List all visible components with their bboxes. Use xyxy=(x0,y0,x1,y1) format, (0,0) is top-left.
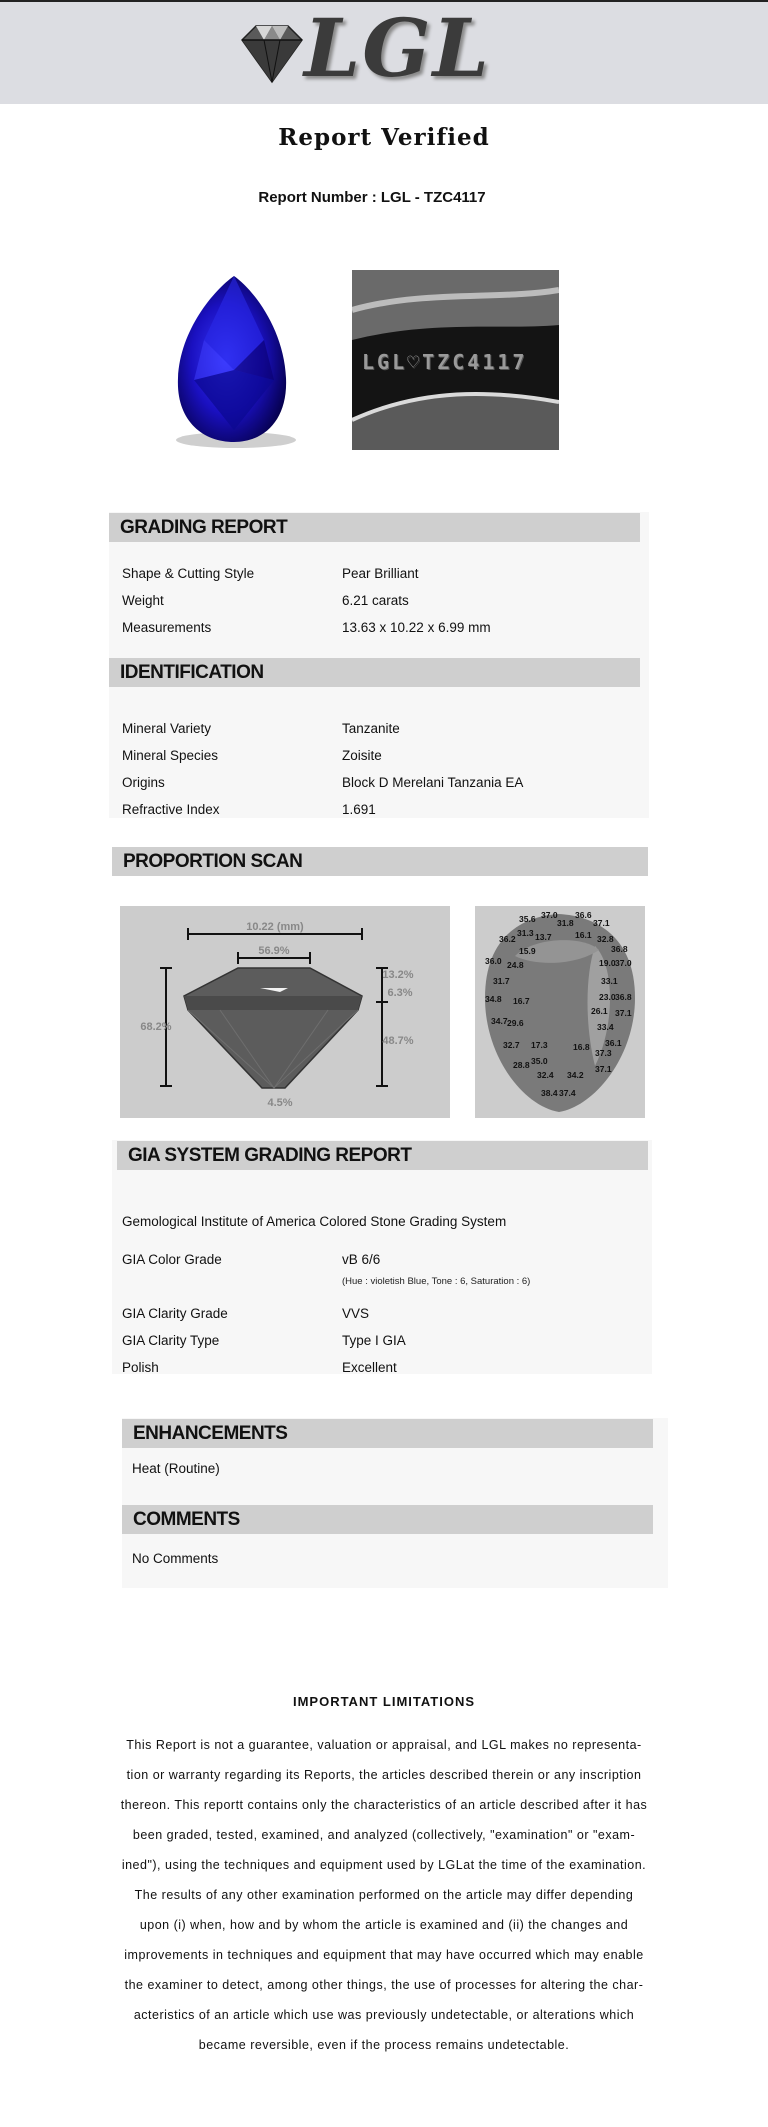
row-value: 13.63 x 10.22 x 6.99 mm xyxy=(342,620,491,635)
limitations-line: improvements in techniques and equipment that may have occurred which may enable xyxy=(124,1948,644,1962)
limitations-line: ined"), using the techniques and equipment used by LGLat the time of the examination. xyxy=(121,1858,647,1872)
row-value: Block D Merelani Tanzania EA xyxy=(342,775,524,790)
top-view-measurement: 36.8 xyxy=(611,944,628,954)
page-title: Report Verified xyxy=(278,124,490,151)
gia-intro: Gemological Institute of America Colored Stone Grading System xyxy=(122,1214,507,1229)
top-view-measurement: 28.8 xyxy=(513,1060,530,1070)
limitations-line: upon (i) when, how and by whom the article is examined and (ii) the changes and xyxy=(139,1918,629,1932)
pavilion-depth-label: 48.7% xyxy=(382,1035,414,1047)
limitations-line: thereon. This reportt contains only the characteristics of an article described after it has xyxy=(120,1798,648,1812)
report-number: Report Number : LGL - TZC4117 xyxy=(258,189,486,206)
limitations-line: became reversible, even if the process remains undetectable. xyxy=(198,2038,570,2052)
crown-height-label: 13.2% xyxy=(382,969,414,981)
lgl-logo[interactable] xyxy=(232,1,492,95)
width-label: 10.22 (mm) xyxy=(246,921,304,933)
top-view-measurement: 31.3 xyxy=(517,928,534,938)
limitations-line: the examiner to detect, among other things, the use of processes for altering the char- xyxy=(124,1978,644,1992)
top-view-measurement: 16.7 xyxy=(513,996,530,1006)
top-view-measurement: 17.3 xyxy=(531,1040,548,1050)
top-view-measurement: 26.1 xyxy=(591,1006,608,1016)
top-view-measurement: 36.0 xyxy=(485,956,502,966)
depth-pct-label: 68.2% xyxy=(140,1021,172,1033)
top-view-measurement: 37.0 xyxy=(541,910,558,920)
top-view-measurement: 32.4 xyxy=(537,1070,554,1080)
top-view-measurement: 38.4 xyxy=(541,1088,558,1098)
row-value: Zoisite xyxy=(342,748,382,763)
inscription-photo xyxy=(352,270,559,450)
limitations-line: tion or warranty regarding its Reports, the articles described therein or any inscription xyxy=(126,1768,642,1782)
top-view-measurement: 19.0 xyxy=(599,958,616,968)
top-view-diagram xyxy=(475,906,645,1118)
top-view-measurement: 16.8 xyxy=(573,1042,590,1052)
row-value: Pear Brilliant xyxy=(342,566,419,581)
top-view-measurement: 37.0 xyxy=(615,958,632,968)
row-label: Refractive Index xyxy=(122,802,220,817)
top-view-measurement: 29.6 xyxy=(507,1018,524,1028)
top-view-measurement: 31.7 xyxy=(493,976,510,986)
comments-heading: COMMENTS xyxy=(122,1505,653,1534)
top-view-measurement: 23.0 xyxy=(599,992,616,1002)
row-label: Weight xyxy=(122,593,164,608)
limitations-line: The results of any other examination performed on the article may differ depending xyxy=(134,1888,634,1902)
limitations-line: been graded, tested, examined, and analyzed (collectively, "examination" or "exam- xyxy=(132,1828,636,1842)
top-view-measurement: 16.1 xyxy=(575,930,592,940)
girdle-label: 4.5% xyxy=(267,1097,293,1109)
row-label: GIA Color Grade xyxy=(122,1252,222,1267)
row-label: Mineral Species xyxy=(122,748,219,763)
row-value: vB 6/6 xyxy=(342,1252,381,1267)
row-label: GIA Clarity Grade xyxy=(122,1306,228,1321)
crown-height-label-2: 6.3% xyxy=(387,987,413,999)
color-grade-note: (Hue : violetish Blue, Tone : 6, Saturation : 6) xyxy=(342,1276,531,1287)
gia-heading: GIA SYSTEM GRADING REPORT xyxy=(117,1141,648,1170)
top-view-measurement: 31.8 xyxy=(557,918,574,928)
top-view-measurement: 33.4 xyxy=(597,1022,614,1032)
limitations-line: acteristics of an article which use was previously undetectable, or alterations which xyxy=(133,2008,635,2022)
header-banner xyxy=(0,2,768,104)
row-value: Type I GIA xyxy=(342,1333,406,1348)
top-view-measurement: 36.1 xyxy=(605,1038,622,1048)
row-label: GIA Clarity Type xyxy=(122,1333,220,1348)
top-view-measurement: 35.6 xyxy=(519,914,536,924)
comments-text: No Comments xyxy=(132,1551,219,1566)
inscription-text: LGL♡TZC4117 xyxy=(362,350,528,374)
top-view-measurement: 35.0 xyxy=(531,1056,548,1066)
logo-text: LGL xyxy=(304,1,491,95)
top-view-measurement: 36.6 xyxy=(575,910,592,920)
top-view-measurement: 34.2 xyxy=(567,1070,584,1080)
row-value: Excellent xyxy=(342,1360,397,1375)
row-value: VVS xyxy=(342,1306,370,1321)
top-view-measurement: 37.1 xyxy=(595,1064,612,1074)
row-value: 6.21 carats xyxy=(342,593,409,608)
row-label: Measurements xyxy=(122,620,212,635)
top-view-measurement: 36.2 xyxy=(499,934,516,944)
side-profile-diagram xyxy=(120,906,450,1118)
row-label: Shape & Cutting Style xyxy=(122,566,255,581)
limitations-heading: IMPORTANT LIMITATIONS xyxy=(292,1694,476,1709)
top-view-measurement: 37.1 xyxy=(593,918,610,928)
top-view-measurement: 13.7 xyxy=(535,932,552,942)
proportion-scan-heading: PROPORTION SCAN xyxy=(112,847,648,876)
row-value: Tanzanite xyxy=(342,721,400,736)
identification-heading: IDENTIFICATION xyxy=(109,658,640,687)
limitations-line: This Report is not a guarantee, valuation or appraisal, and LGL makes no representa- xyxy=(126,1738,642,1752)
top-view-measurement: 36.8 xyxy=(615,992,632,1002)
top-view-measurement: 37.1 xyxy=(615,1008,632,1018)
gem-photo xyxy=(134,270,324,460)
row-label: Polish xyxy=(122,1360,159,1375)
top-view-measurement: 32.7 xyxy=(503,1040,520,1050)
enhancements-text: Heat (Routine) xyxy=(132,1461,220,1476)
top-view-measurement: 37.3 xyxy=(595,1048,612,1058)
row-value: 1.691 xyxy=(342,802,376,817)
top-view-measurement: 37.4 xyxy=(559,1088,576,1098)
table-pct-label: 56.9% xyxy=(258,945,290,957)
row-label: Origins xyxy=(122,775,165,790)
grading-report-heading: GRADING REPORT xyxy=(109,513,640,542)
enhancements-heading: ENHANCEMENTS xyxy=(122,1419,653,1448)
row-label: Mineral Variety xyxy=(122,721,212,736)
top-view-measurement: 34.7 xyxy=(491,1016,508,1026)
diamond-icon xyxy=(232,18,312,88)
top-view-measurement: 15.9 xyxy=(519,946,536,956)
top-view-measurement: 33.1 xyxy=(601,976,618,986)
top-view-measurement: 34.8 xyxy=(485,994,502,1004)
top-view-measurement: 32.8 xyxy=(597,934,614,944)
top-view-measurement: 24.8 xyxy=(507,960,524,970)
